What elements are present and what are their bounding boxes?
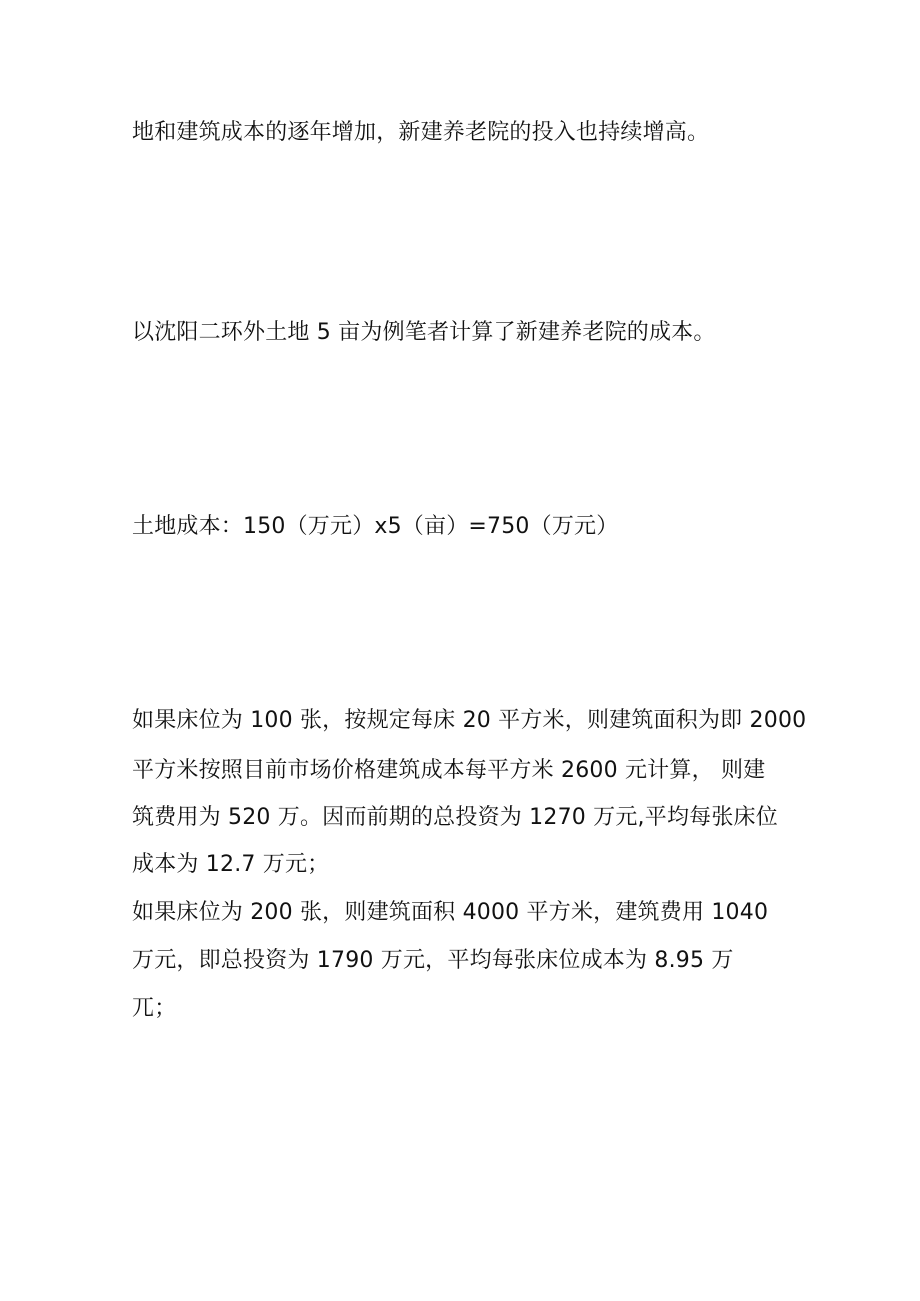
paragraph-4-line-1: 如果床位为 100 张，按规定每床 20 平方米，则建筑面积为即 2000 (132, 708, 807, 733)
paragraph-5-line-1: 如果床位为 200 张，则建筑面积 4000 平方米，建筑费用 1040 (132, 900, 769, 925)
paragraph-3: 土地成本：150（万元）x5（亩）=750（万元） (132, 514, 619, 539)
paragraph-4-line-2: 平方米按照目前市场价格建筑成本每平方米 2600 元计算， 则建 (132, 758, 766, 783)
paragraph-4-line-3: 筑费用为 520 万。因而前期的总投资为 1270 万元,平均每张床位 (132, 805, 778, 830)
paragraph-2: 以沈阳二环外土地 5 亩为例笔者计算了新建养老院的成本。 (132, 320, 716, 345)
paragraph-4-line-4: 成本为 12.7 万元； (132, 852, 330, 877)
paragraph-5-line-3: 兀； (132, 996, 177, 1021)
paragraph-1: 地和建筑成本的逐年增加，新建养老院的投入也持续增高。 (132, 120, 710, 145)
paragraph-5-line-2: 万元，即总投资为 1790 万元，平均每张床位成本为 8.95 万 (132, 948, 734, 973)
